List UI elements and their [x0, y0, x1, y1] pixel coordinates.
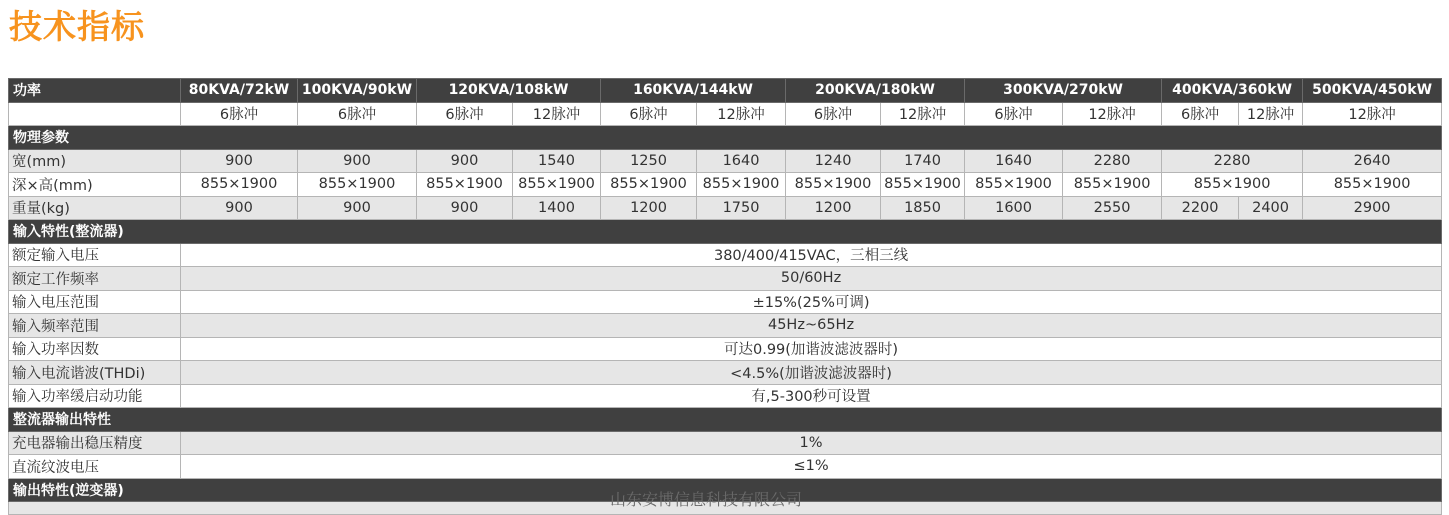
row-label: 输入电流谐波(THDi) [9, 361, 181, 385]
pulse-cell: 6脉冲 [601, 102, 697, 126]
rating-cell: 400KVA/360kW [1162, 79, 1303, 103]
rating-cell: 100KVA/90kW [298, 79, 417, 103]
company-watermark: 山东安博信息科技有限公司 [610, 490, 803, 509]
rating-cell: 500KVA/450kW [1303, 79, 1442, 103]
rating-cell: 200KVA/180kW [786, 79, 965, 103]
pulse-cell: 12脉冲 [1063, 102, 1162, 126]
pulse-cell: 12脉冲 [513, 102, 601, 126]
weight-cell: 1850 [881, 196, 965, 220]
weight-cell: 1750 [697, 196, 786, 220]
input-row [9, 384, 1442, 408]
depth-cell: 855×1900 [697, 173, 786, 197]
width-cell: 900 [298, 149, 417, 173]
row-value: 可达0.99(加谐波滤波器时) [181, 337, 1442, 361]
weight-cell: 1600 [965, 196, 1063, 220]
row-value: <4.5%(加谐波滤波器时) [181, 361, 1442, 385]
section-rectifier-output [9, 408, 1442, 432]
weight-cell: 1200 [786, 196, 881, 220]
header-power-row [9, 79, 1442, 103]
weight-row [9, 196, 1442, 220]
depth-cell: 855×1900 [1063, 173, 1162, 197]
weight-cell: 2200 [1162, 196, 1239, 220]
row-value: ±15%(25%可调) [181, 290, 1442, 314]
section-title: 整流器输出特性 [9, 408, 1442, 432]
depth-cell: 855×1900 [786, 173, 881, 197]
width-cell: 900 [417, 149, 513, 173]
pulse-cell: 12脉冲 [881, 102, 965, 126]
weight-cell: 900 [298, 196, 417, 220]
row-label: 充电器输出稳压精度 [9, 431, 181, 455]
input-row [9, 314, 1442, 338]
row-value: 1% [181, 431, 1442, 455]
pulse-cell: 6脉冲 [1162, 102, 1239, 126]
page-title: 技术指标 [9, 7, 145, 46]
row-label: 直流纹波电压 [9, 455, 181, 479]
depth-cell: 855×1900 [965, 173, 1063, 197]
pulse-empty-cell [9, 102, 181, 126]
weight-cell: 900 [417, 196, 513, 220]
row-value: 50/60Hz [181, 267, 1442, 291]
row-label: 额定工作频率 [9, 267, 181, 291]
row-label: 宽(mm) [9, 149, 181, 173]
row-label: 深×高(mm) [9, 173, 181, 197]
weight-cell: 1400 [513, 196, 601, 220]
depth-cell: 855×1900 [181, 173, 298, 197]
rectifier-row [9, 431, 1442, 455]
weight-cell: 2550 [1063, 196, 1162, 220]
pulse-row [9, 102, 1442, 126]
section-title: 输入特性(整流器) [9, 220, 1442, 244]
input-row [9, 290, 1442, 314]
rectifier-row [9, 455, 1442, 479]
row-label: 输入功率因数 [9, 337, 181, 361]
pulse-cell: 6脉冲 [417, 102, 513, 126]
row-value: ≤1% [181, 455, 1442, 479]
weight-cell: 2400 [1239, 196, 1303, 220]
width-cell: 1740 [881, 149, 965, 173]
section-title: 输出特性(逆变器) [9, 478, 1442, 502]
depth-cell: 855×1900 [1162, 173, 1303, 197]
width-cell: 900 [181, 149, 298, 173]
depth-cell: 855×1900 [513, 173, 601, 197]
row-label: 重量(kg) [9, 196, 181, 220]
rating-cell: 120KVA/108kW [417, 79, 601, 103]
weight-cell: 2900 [1303, 196, 1442, 220]
pulse-cell: 6脉冲 [786, 102, 881, 126]
rating-cell: 160KVA/144kW [601, 79, 786, 103]
width-cell: 2280 [1162, 149, 1303, 173]
depth-cell: 855×1900 [601, 173, 697, 197]
width-cell: 1240 [786, 149, 881, 173]
section-title: 物理参数 [9, 126, 1442, 150]
depth-cell: 855×1900 [417, 173, 513, 197]
row-value: 380/400/415VAC，三相三线 [181, 243, 1442, 267]
row-label: 额定输入电压 [9, 243, 181, 267]
row-label: 输入功率缓启动功能 [9, 384, 181, 408]
width-cell: 1640 [697, 149, 786, 173]
rating-cell: 80KVA/72kW [181, 79, 298, 103]
spec-table [8, 78, 1442, 515]
depth-cell: 855×1900 [881, 173, 965, 197]
width-cell: 2640 [1303, 149, 1442, 173]
input-row [9, 243, 1442, 267]
pulse-cell: 12脉冲 [1239, 102, 1303, 126]
width-row [9, 149, 1442, 173]
depth-row [9, 173, 1442, 197]
pulse-cell: 6脉冲 [298, 102, 417, 126]
input-row [9, 361, 1442, 385]
row-value: 有,5-300秒可设置 [181, 384, 1442, 408]
width-cell: 1250 [601, 149, 697, 173]
width-cell: 1540 [513, 149, 601, 173]
pulse-cell: 6脉冲 [965, 102, 1063, 126]
weight-cell: 900 [181, 196, 298, 220]
pulse-cell: 12脉冲 [697, 102, 786, 126]
width-cell: 2280 [1063, 149, 1162, 173]
weight-cell: 1200 [601, 196, 697, 220]
section-input [9, 220, 1442, 244]
pulse-cell: 12脉冲 [1303, 102, 1442, 126]
input-row [9, 337, 1442, 361]
row-value: 45Hz~65Hz [181, 314, 1442, 338]
power-label: 功率 [9, 79, 181, 103]
depth-cell: 855×1900 [298, 173, 417, 197]
input-row [9, 267, 1442, 291]
pulse-cell: 6脉冲 [181, 102, 298, 126]
depth-cell: 855×1900 [1303, 173, 1442, 197]
rating-cell: 300KVA/270kW [965, 79, 1162, 103]
section-physical [9, 126, 1442, 150]
width-cell: 1640 [965, 149, 1063, 173]
row-label: 输入电压范围 [9, 290, 181, 314]
row-label: 输入频率范围 [9, 314, 181, 338]
